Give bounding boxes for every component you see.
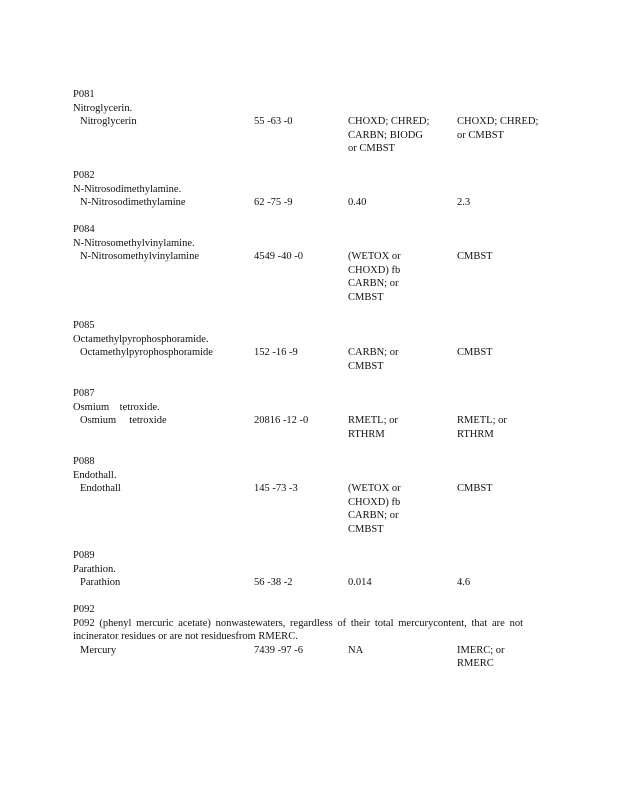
waste-title: Octamethylpyrophosphoramide. bbox=[73, 333, 209, 345]
wastewater-standard: (WETOX or CHOXD) fb CARBN; or CMBST bbox=[348, 483, 401, 535]
constituent-row bbox=[73, 482, 553, 535]
waste-code: P087 bbox=[73, 388, 95, 399]
entry-p087 bbox=[73, 387, 553, 440]
cas-number: 20816 -12 -0 bbox=[254, 415, 309, 427]
wastewater-standard: 0.014 bbox=[348, 577, 372, 589]
constituent-row bbox=[73, 346, 553, 372]
constituent-row bbox=[73, 414, 553, 440]
waste-description: P092 (phenyl mercuric acetate) nonwastewaters, regardless of their total mercurycontent, that are not incinerator residues or are not residuesfrom RMERC. bbox=[73, 617, 523, 643]
cas-number: 56 -38 -2 bbox=[254, 577, 293, 589]
constituent-row bbox=[73, 250, 553, 303]
nonwastewater-standard: CMBST bbox=[457, 483, 493, 495]
wastewater-standard: CHOXD; CHRED; CARBN; BIODG or CMBST bbox=[348, 116, 430, 155]
constituent-row bbox=[73, 576, 553, 590]
entry-p088 bbox=[73, 455, 553, 535]
wastewater-standard: RMETL; or RTHRM bbox=[348, 415, 398, 440]
constituent-name: Octamethylpyrophosphoramide bbox=[80, 347, 213, 359]
entry-p089 bbox=[73, 549, 553, 590]
waste-code: P082 bbox=[73, 170, 95, 181]
entry-p084 bbox=[73, 223, 553, 303]
constituent-row bbox=[73, 644, 553, 670]
nonwastewater-standard: CMBST bbox=[457, 347, 493, 359]
waste-code: P088 bbox=[73, 456, 95, 467]
waste-code: P089 bbox=[73, 550, 95, 561]
nonwastewater-standard: IMERC; or RMERC bbox=[457, 644, 505, 670]
cas-number: 55 -63 -0 bbox=[254, 116, 293, 128]
nonwastewater-standard: 2.3 bbox=[457, 197, 471, 209]
constituent-name: Nitroglycerin bbox=[80, 116, 137, 128]
constituent-row bbox=[73, 196, 553, 210]
waste-title: Parathion. bbox=[73, 563, 116, 575]
cas-number: 152 -16 -9 bbox=[254, 347, 298, 359]
entry-p085 bbox=[73, 319, 553, 372]
nonwastewater-standard: 4.6 bbox=[457, 577, 471, 589]
constituent-name: Parathion bbox=[80, 577, 121, 589]
cas-number: 7439 -97 -6 bbox=[254, 644, 303, 656]
cas-number: 4549 -40 -0 bbox=[254, 251, 303, 263]
cas-number: 62 -75 -9 bbox=[254, 197, 293, 209]
waste-code: P085 bbox=[73, 320, 95, 331]
entry-p092 bbox=[73, 603, 553, 670]
nonwastewater-standard: CMBST bbox=[457, 251, 493, 263]
waste-title: Nitroglycerin. bbox=[73, 102, 133, 114]
constituent-name: Mercury bbox=[80, 644, 117, 656]
wastewater-standard: (WETOX or CHOXD) fb CARBN; or CMBST bbox=[348, 251, 401, 303]
nonwastewater-standard: CHOXD; CHRED; or CMBST bbox=[457, 116, 539, 141]
waste-title: Osmium tetroxide. bbox=[73, 401, 160, 413]
waste-title: Endothall. bbox=[73, 469, 117, 481]
wastewater-standard: CARBN; or CMBST bbox=[348, 347, 399, 372]
waste-code: P092 bbox=[73, 604, 95, 615]
constituent-name: Endothall bbox=[80, 483, 121, 495]
entry-p082 bbox=[73, 169, 553, 210]
waste-title: N-Nitrosodimethylamine. bbox=[73, 183, 182, 195]
wastewater-standard: 0.40 bbox=[348, 197, 367, 209]
waste-title: N-Nitrosomethylvinylamine. bbox=[73, 237, 195, 249]
constituent-name: Osmium tetroxide bbox=[80, 415, 167, 427]
waste-code: P081 bbox=[73, 89, 95, 100]
constituent-name: N-Nitrosomethylvinylamine bbox=[80, 251, 199, 263]
wastewater-standard: NA bbox=[348, 644, 364, 656]
constituent-name: N-Nitrosodimethylamine bbox=[80, 197, 186, 209]
waste-code: P084 bbox=[73, 224, 95, 235]
entry-p081 bbox=[73, 88, 553, 155]
cas-number: 145 -73 -3 bbox=[254, 483, 298, 495]
constituent-row bbox=[73, 115, 553, 155]
nonwastewater-standard: RMETL; or RTHRM bbox=[457, 415, 507, 440]
